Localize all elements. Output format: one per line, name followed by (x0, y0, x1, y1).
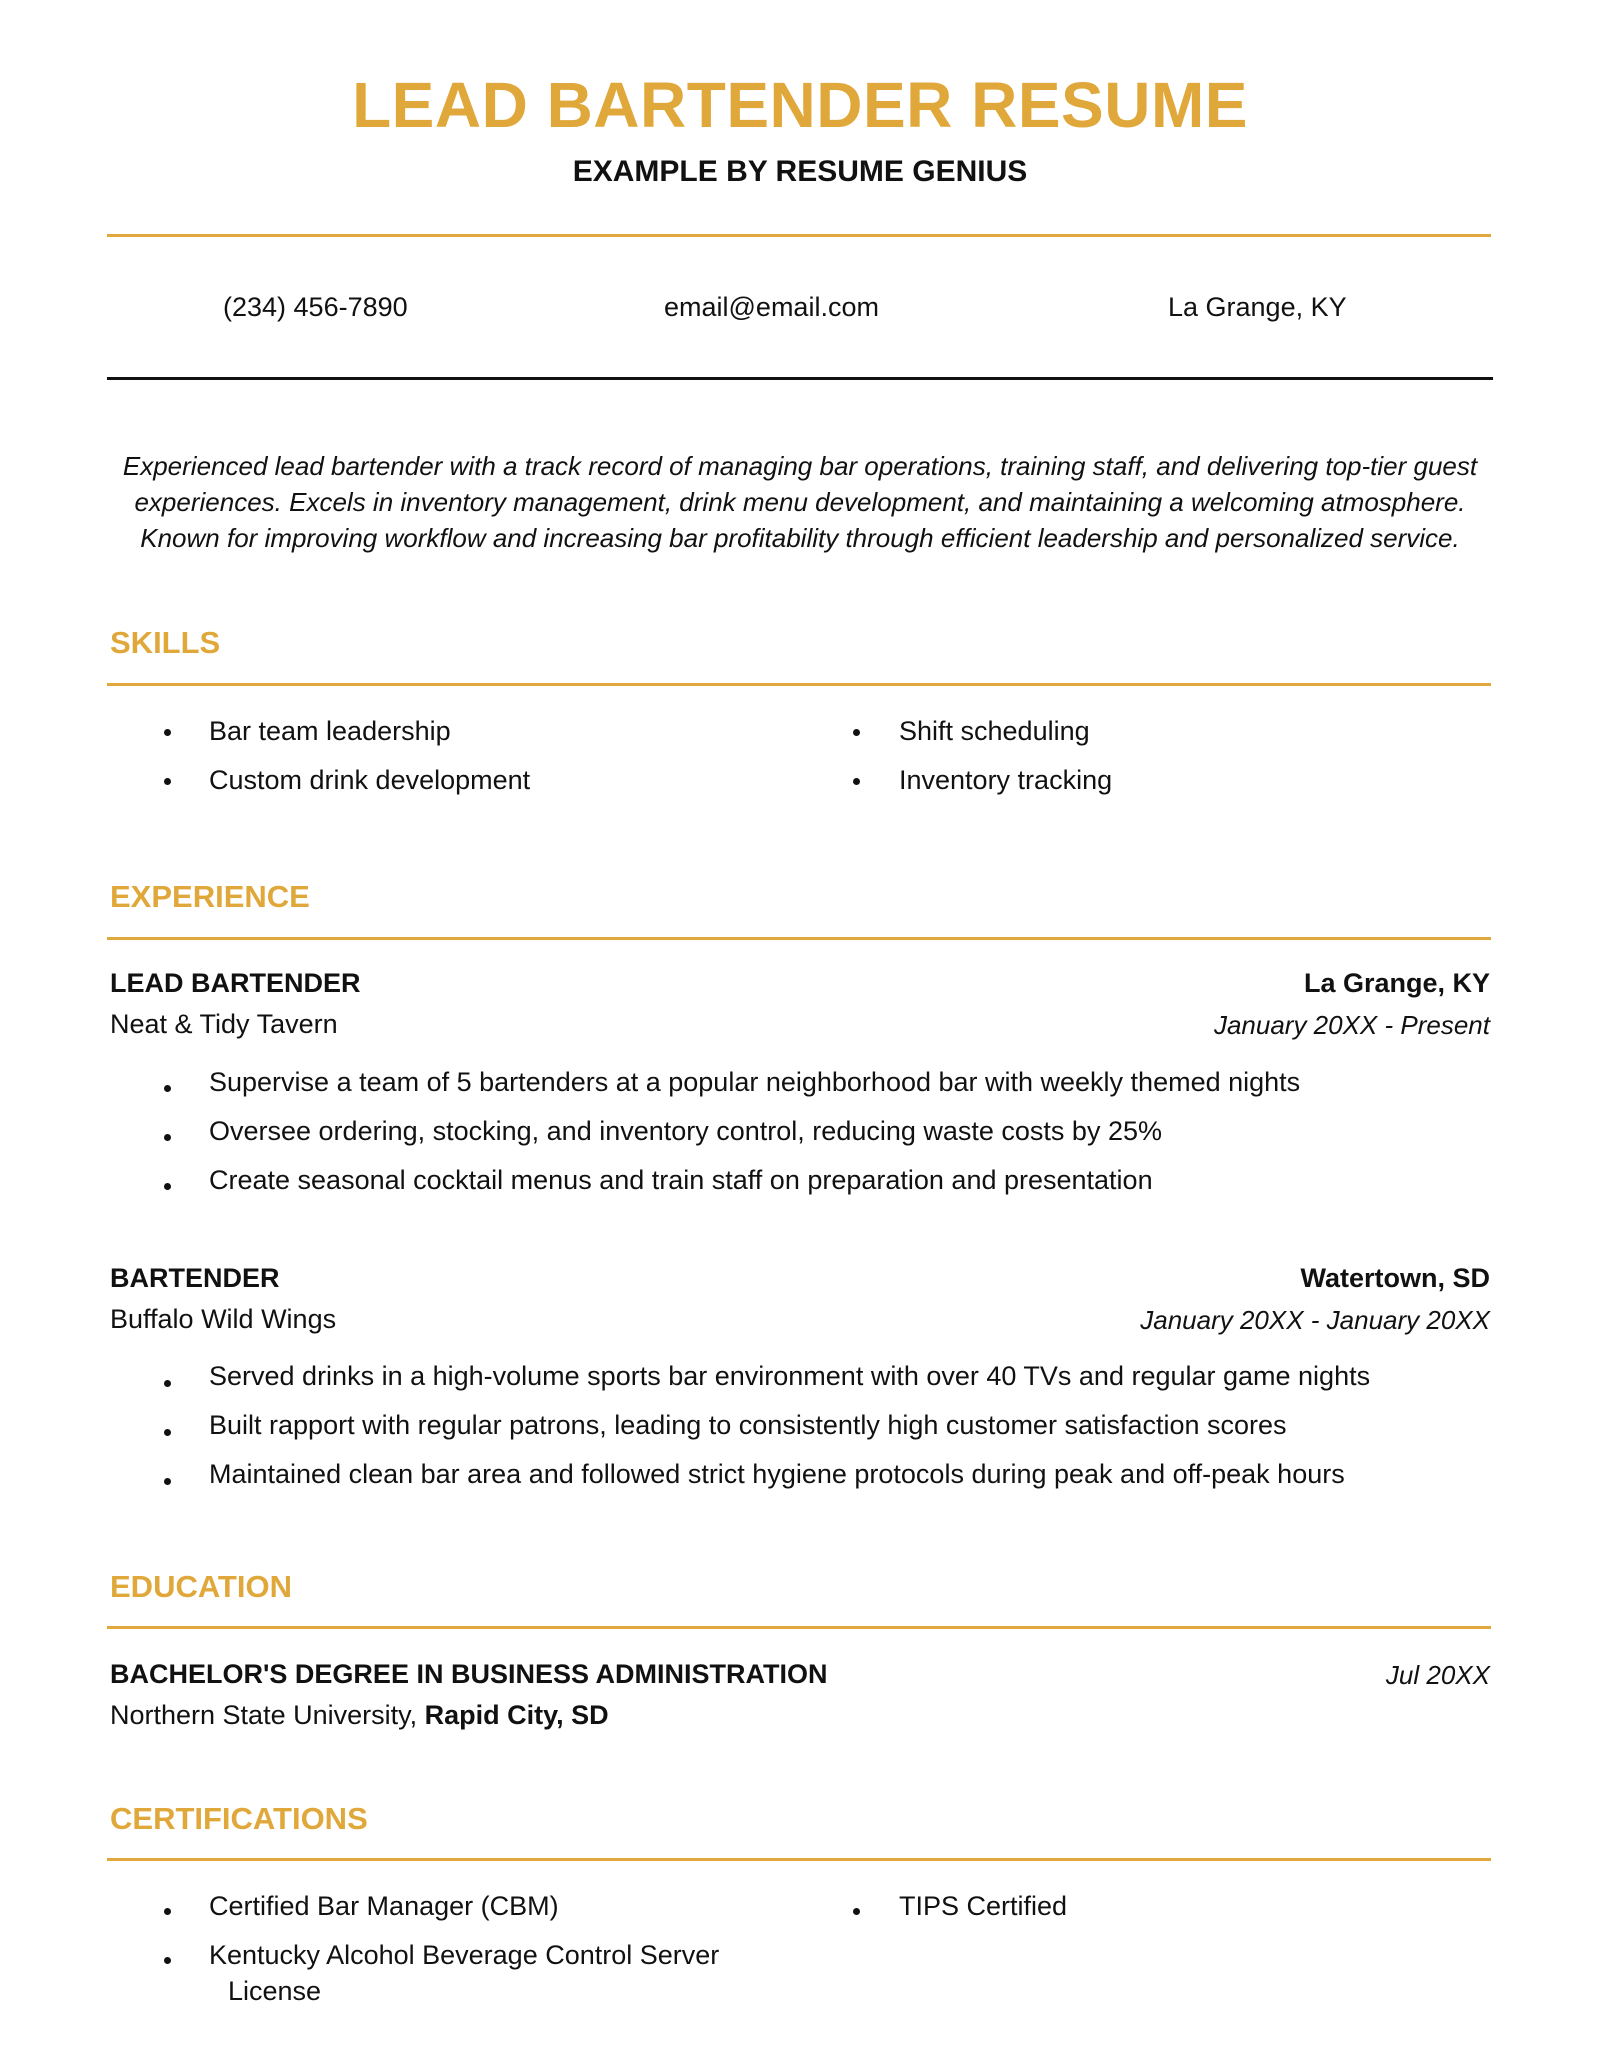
certification-item: Certified Bar Manager (CBM) (209, 1891, 559, 1921)
certifications-heading: CERTIFICATIONS (110, 1801, 368, 1836)
contact-location: La Grange, KY (1168, 292, 1347, 322)
bullet-icon (853, 778, 860, 785)
bullet-icon (164, 1429, 171, 1436)
resume-title: LEAD BARTENDER RESUME (352, 69, 1248, 141)
job-bullet: Supervise a team of 5 bartenders at a popular neighborhood bar with weekly themed nights (209, 1067, 1301, 1097)
certifications-divider (107, 1858, 1491, 1861)
school-location: Rapid City, SD (424, 1700, 609, 1730)
job-location: Watertown, SD (1300, 1263, 1490, 1293)
bullet-icon (164, 1085, 171, 1092)
education-heading: EDUCATION (110, 1569, 292, 1604)
job-dates: January 20XX - Present (1213, 1010, 1490, 1040)
bullet-icon (164, 1957, 171, 1964)
bullet-icon (164, 778, 171, 785)
graduation-date: Jul 20XX (1385, 1660, 1490, 1690)
education-divider (107, 1626, 1491, 1629)
contact-email: email@email.com (664, 292, 879, 322)
job-bullet: Create seasonal cocktail menus and train staff on preparation and presentation (209, 1165, 1153, 1195)
job-bullet: Oversee ordering, stocking, and inventory control, reducing waste costs by 25% (209, 1116, 1162, 1146)
bullet-icon (164, 1380, 171, 1387)
school-line (110, 1700, 609, 1731)
job-title: BARTENDER (110, 1263, 280, 1293)
skill-item: Shift scheduling (899, 716, 1090, 746)
job-company: Neat & Tidy Tavern (110, 1009, 338, 1039)
bullet-icon (164, 1134, 171, 1141)
skills-divider (107, 683, 1491, 686)
skill-item: Custom drink development (209, 765, 531, 795)
experience-heading: EXPERIENCE (110, 879, 310, 914)
skill-item: Bar team leadership (209, 716, 451, 746)
job-company: Buffalo Wild Wings (110, 1304, 337, 1334)
professional-summary: Experienced lead bartender with a track record of managing bar operations, training staff, and delivering top-tier guest experiences. Excels in inventory management, drink menu development, and maintaining a welcoming atmosphere. Known for improving workflow and increasing bar profitability through efficient leadership and personalized service. (122, 451, 1478, 553)
degree-title: BACHELOR'S DEGREE IN BUSINESS ADMINISTRATION (110, 1659, 828, 1689)
bullet-icon (164, 729, 171, 736)
job-bullet: Served drinks in a high-volume sports bar environment with over 40 TVs and regular game nights (209, 1361, 1371, 1391)
bullet-icon (853, 729, 860, 736)
experience-divider (107, 937, 1491, 940)
contact-phone: (234) 456-7890 (223, 292, 408, 322)
certification-item: TIPS Certified (899, 1891, 1068, 1921)
bullet-icon (164, 1183, 171, 1190)
job-location: La Grange, KY (1303, 968, 1490, 998)
skills-heading: SKILLS (110, 625, 221, 660)
certification-item-continued: License (228, 1976, 322, 2006)
school-name: Northern State University, (110, 1700, 418, 1730)
contact-divider (107, 377, 1493, 380)
job-dates: January 20XX - January 20XX (1140, 1305, 1490, 1335)
bullet-icon (853, 1908, 860, 1915)
resume-subtitle: EXAMPLE BY RESUME GENIUS (572, 155, 1028, 188)
job-bullet: Built rapport with regular patrons, leading to consistently high customer satisfaction scores (209, 1410, 1287, 1440)
job-bullet: Maintained clean bar area and followed strict hygiene protocols during peak and off-peak hours (209, 1459, 1345, 1489)
skill-item: Inventory tracking (899, 765, 1113, 795)
bullet-icon (164, 1478, 171, 1485)
header-divider (107, 234, 1491, 237)
job-title: LEAD BARTENDER (110, 968, 361, 998)
bullet-icon (164, 1908, 171, 1915)
certification-item: Kentucky Alcohol Beverage Control Server (209, 1940, 720, 1970)
